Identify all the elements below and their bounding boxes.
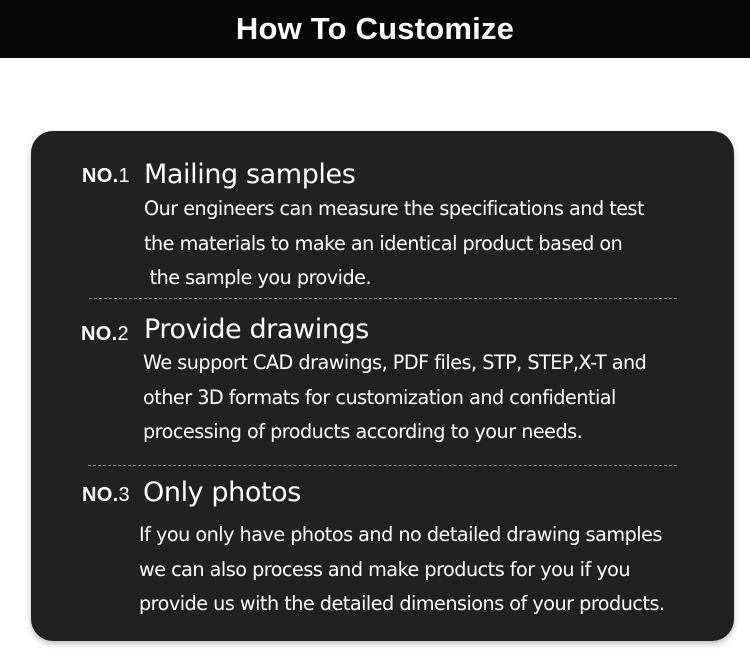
step-number: [82, 484, 130, 507]
step-description-line: provide us with the detailed dimensions of your products.: [139, 592, 665, 615]
step-description-line: the sample you provide.: [144, 266, 372, 289]
step-number-prefix: NO.: [82, 484, 119, 506]
step-number-value: 2: [117, 323, 129, 345]
step-description-line: Our engineers can measure the specifications and test: [144, 197, 645, 220]
step-description-line: the materials to make an identical product based on: [144, 231, 623, 255]
step-description-line: We support CAD drawings, PDF files, STP, STEP,X-T and: [143, 351, 647, 374]
step-description-line: If you only have photos and no detailed drawing samples: [139, 523, 662, 546]
step-description: [144, 192, 644, 296]
step-number: [81, 323, 129, 346]
step-description-line: processing of products according to your needs.: [143, 420, 583, 443]
step-number: [82, 165, 130, 188]
step-title: Provide drawings: [144, 314, 369, 345]
step-number-value: 3: [118, 484, 130, 506]
step-description: [139, 518, 665, 622]
step-title: Mailing samples: [144, 159, 356, 190]
step-divider: [88, 465, 677, 466]
step-title: Only photos: [143, 477, 301, 508]
step-divider: [89, 298, 677, 299]
step-description: [143, 346, 646, 450]
step-number-prefix: NO.: [81, 323, 118, 345]
page-title: How To Customize: [235, 11, 515, 46]
step-description-line: we can also process and make products for you if you: [139, 557, 631, 581]
customize-steps-card: [31, 131, 734, 641]
header-banner: [0, 0, 750, 58]
step-description-line: other 3D formats for customization and confidential: [143, 385, 616, 409]
step-number-value: 1: [118, 165, 130, 187]
step-number-prefix: NO.: [82, 165, 119, 187]
